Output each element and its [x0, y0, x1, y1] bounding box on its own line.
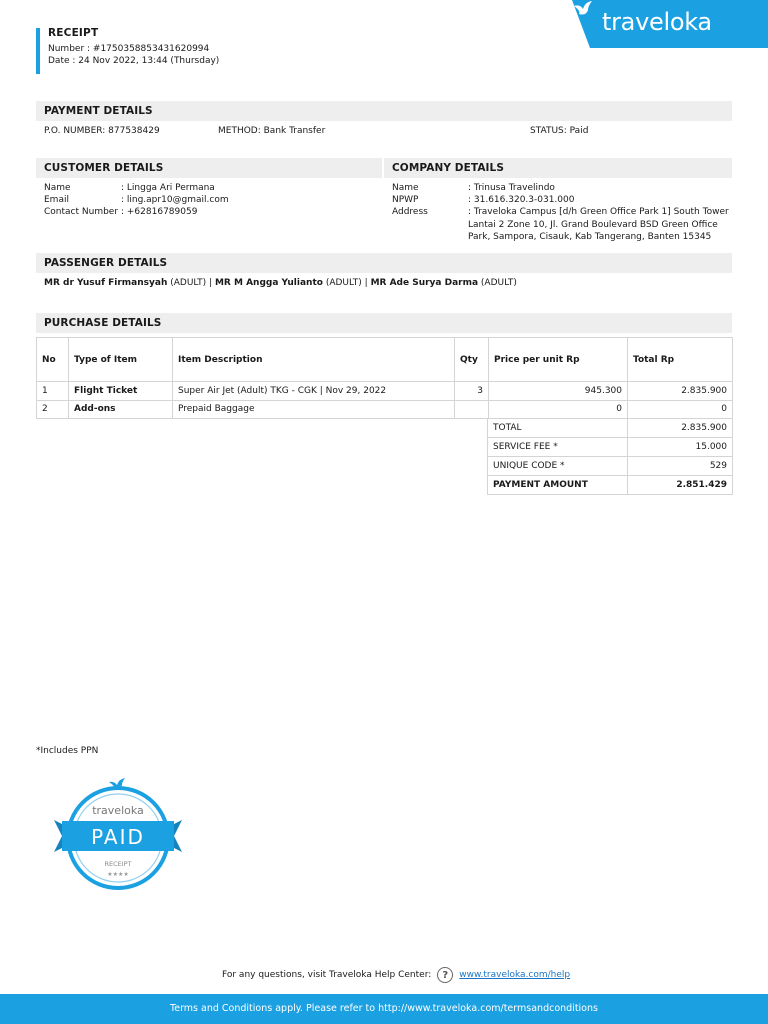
totals-row: [488, 438, 733, 457]
passenger-type: (ADULT): [167, 278, 207, 288]
ppn-note: *Includes PPN: [36, 746, 99, 756]
customer-name-value: : Lingga Ari Permana: [121, 183, 215, 193]
po-number: P.O. NUMBER: 877538429: [44, 126, 160, 136]
help-text: For any questions, visit Traveloka Help Center:: [222, 970, 432, 980]
totals-table: [487, 418, 733, 495]
receipt-title: RECEIPT: [48, 27, 99, 39]
cell-qty: 3: [455, 382, 489, 401]
passenger-type: (ADULT): [322, 278, 362, 288]
receipt-number: Number : #1750358853431620994: [48, 44, 210, 54]
cell-no: 2: [37, 400, 69, 419]
cell-description: Prepaid Baggage: [173, 400, 455, 419]
customer-contact-value: : +62816789059: [121, 207, 198, 217]
payment-method: METHOD: Bank Transfer: [218, 126, 326, 136]
passenger-details-heading: PASSENGER DETAILS: [36, 253, 732, 273]
stamp-sub: RECEIPT: [104, 860, 132, 868]
totals-row: [488, 457, 733, 476]
payment-details-heading: PAYMENT DETAILS: [36, 101, 732, 121]
purchase-table: [36, 337, 733, 419]
service-fee-label: SERVICE FEE *: [488, 438, 628, 457]
payment-amount-row: [488, 476, 733, 495]
col-header-type: Type of Item: [69, 338, 173, 382]
logo-wordmark: traveloka: [602, 8, 712, 36]
traveloka-logo: [572, 0, 768, 48]
col-header-price: Price per unit Rp: [489, 338, 628, 382]
cell-qty: [455, 400, 489, 419]
payment-amount-label: PAYMENT AMOUNT: [488, 476, 628, 495]
col-header-description: Item Description: [173, 338, 455, 382]
cell-description: Super Air Jet (Adult) TKG - CGK | Nov 29, 2022: [173, 382, 455, 401]
customer-email-label: Email: [44, 195, 69, 205]
unique-code-label: UNIQUE CODE *: [488, 457, 628, 476]
col-header-no: No: [37, 338, 69, 382]
col-header-qty: Qty: [455, 338, 489, 382]
totals-row: [488, 419, 733, 438]
passenger-name: MR dr Yusuf Firmansyah: [44, 278, 168, 288]
table-row: [37, 400, 733, 419]
customer-email-value: : ling.apr10@gmail.com: [121, 195, 229, 205]
bird-icon: [572, 0, 594, 20]
passenger-type: (ADULT): [478, 278, 517, 288]
unique-code-value: 529: [628, 457, 733, 476]
purchase-details-heading: PURCHASE DETAILS: [36, 313, 732, 333]
stamp-stars: ★★★★: [107, 871, 129, 878]
company-details-heading: COMPANY DETAILS: [384, 158, 732, 178]
header-accent-bar: [36, 28, 40, 74]
cell-no: 1: [37, 382, 69, 401]
table-header-row: [37, 338, 733, 382]
paid-stamp: [54, 776, 184, 891]
passenger-separator: |: [361, 278, 371, 288]
question-icon: ?: [437, 967, 453, 983]
company-address-label: Address: [392, 207, 428, 217]
passenger-name: MR Ade Surya Darma: [370, 278, 479, 288]
terms-footer: Terms and Conditions apply. Please refer to http://www.traveloka.com/termsandconditions: [0, 994, 768, 1024]
cell-price: 0: [489, 400, 628, 419]
payment-status: STATUS: Paid: [530, 126, 589, 136]
company-name-value: : Trinusa Travelindo: [468, 183, 555, 193]
col-header-total: Total Rp: [628, 338, 733, 382]
customer-contact-label: Contact Number: [44, 207, 119, 217]
customer-details-heading: CUSTOMER DETAILS: [36, 158, 382, 178]
stamp-brand: traveloka: [92, 804, 144, 817]
total-value: 2.835.900: [628, 419, 733, 438]
cell-total: 2.835.900: [628, 382, 733, 401]
service-fee-value: 15.000: [628, 438, 733, 457]
cell-price: 945.300: [489, 382, 628, 401]
passenger-separator: |: [206, 278, 215, 288]
passenger-list: [44, 278, 517, 288]
cell-total: 0: [628, 400, 733, 419]
company-npwp-label: NPWP: [392, 195, 419, 205]
total-label: TOTAL: [488, 419, 628, 438]
passenger-name: MR M Angga Yulianto: [214, 278, 323, 288]
cell-type: Flight Ticket: [69, 382, 173, 401]
receipt-date: Date : 24 Nov 2022, 13:44 (Thursday): [48, 56, 220, 66]
payment-amount-value: 2.851.429: [628, 476, 733, 495]
cell-type: Add-ons: [69, 400, 173, 419]
help-link[interactable]: www.traveloka.com/help: [459, 970, 571, 980]
help-line: [222, 967, 570, 983]
stamp-word: PAID: [91, 825, 145, 849]
company-name-label: Name: [392, 183, 419, 193]
table-row: [37, 382, 733, 401]
customer-name-label: Name: [44, 183, 71, 193]
company-address-value: : Traveloka Campus [d/h Green Office Park 1] South Tower Lantai 2 Zone 10, Jl. Grand Boulevard BSD Green Office Park, Sampora, Cisauk, Kab Tangerang, Banten 15345: [468, 207, 729, 242]
company-npwp-value: : 31.616.320.3-031.000: [468, 195, 575, 205]
